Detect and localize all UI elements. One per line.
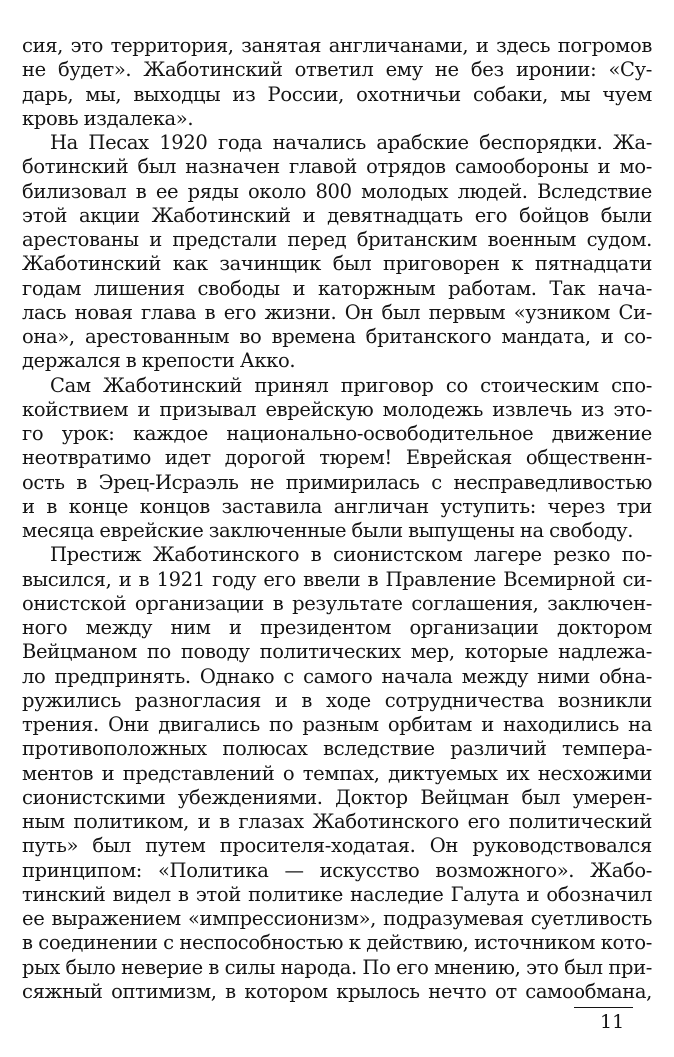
text-line: ружились разногласия и в ходе сотрудничества возникли bbox=[22, 688, 652, 712]
text-line: Престиж Жаботинского в сионистском лагере резко по- bbox=[50, 543, 652, 567]
text-line: тинский видел в этой политике наследие Галута и обозначил bbox=[22, 882, 652, 906]
text-line: ментов и представлений о темпах, диктуемых их несхожими bbox=[22, 761, 652, 785]
text-line: путь» был путем просителя-ходатая. Он руководствовался bbox=[22, 834, 652, 858]
text-line: высился, и в 1921 году его ввели в Правление Всемирной си- bbox=[22, 567, 652, 591]
text-line: в соединении с неспособностью к действию, источником кото- bbox=[22, 931, 652, 955]
paragraph bbox=[22, 131, 652, 374]
paragraph bbox=[22, 34, 652, 131]
text-line: сяжный оптимизм, в котором крылось нечто от самообмана, bbox=[22, 979, 652, 1003]
text-line: и в конце концов заставила англичан уступить: через три bbox=[22, 494, 652, 518]
text-line: этой акции Жаботинский и девятнадцать его бойцов были bbox=[22, 203, 652, 227]
text-line: ее выражением «импрессионизм», подразумевая суетливость bbox=[22, 907, 652, 930]
paragraph bbox=[22, 374, 652, 544]
text-line: месяца еврейские заключенные были выпущены на свободу. bbox=[22, 519, 634, 542]
text-line: ного между ним и президентом организации доктором bbox=[22, 616, 652, 639]
text-line: ость в Эрец-Исраэль не примирилась с несправедливостью bbox=[22, 470, 652, 494]
text-line: ботинский был назначен главой отрядов самообороны и мо- bbox=[22, 155, 652, 179]
footer-rule bbox=[574, 1007, 633, 1008]
text-line: кровь издалека». bbox=[22, 106, 194, 130]
text-line: Сам Жаботинский принял приговор со стоическим спо- bbox=[50, 373, 652, 397]
text-line: неотвратимо идет дорогой тюрем! Еврейская общественн- bbox=[22, 446, 652, 470]
text-line: держался в крепости Акко. bbox=[22, 349, 296, 373]
text-line: Вейцманом по поводу политических мер, которые надлежа- bbox=[22, 640, 652, 664]
text-line: онистской организации в результате соглашения, заключен- bbox=[22, 591, 652, 615]
text-line: не будет». Жаботинский ответил ему не без иронии: «Су- bbox=[22, 58, 652, 82]
text-line: арестованы и предстали перед британским военным судом. bbox=[22, 228, 652, 251]
text-line: ло предпринять. Однако с самого начала между ними обна- bbox=[22, 664, 652, 688]
text-line: койствием и призывал еврейскую молодежь извлечь из это- bbox=[22, 397, 652, 421]
text-line: годам лишения свободы и каторжным работам. Так нача- bbox=[22, 276, 652, 300]
text-line: сия, это территория, занятая англичанами, и здесь погромов bbox=[22, 34, 652, 57]
text-line: билизовал в ее ряды около 800 молодых людей. Вследствие bbox=[22, 179, 652, 203]
text-line: го урок: каждое национально-освободительное движение bbox=[22, 422, 652, 445]
text-line: она», арестованным во времена британского мандата, и со- bbox=[22, 325, 652, 348]
page-body bbox=[22, 34, 652, 1004]
text-line: принципом: «Политика — искусство возможного». Жабо- bbox=[22, 858, 652, 882]
paragraph bbox=[22, 543, 652, 1004]
text-line: лась новая глава в его жизни. Он был первым «узником Си- bbox=[22, 300, 652, 324]
text-line: На Песах 1920 года начались арабские беспорядки. Жа- bbox=[50, 131, 652, 154]
text-line: Жаботинский как зачинщик был приговорен к пятнадцати bbox=[22, 252, 652, 276]
text-line: трения. Они двигались по разным орбитам и находились на bbox=[22, 713, 652, 736]
text-line: рых было неверие в силы народа. По его мнению, это был при- bbox=[22, 955, 652, 979]
text-line: дарь, мы, выходцы из России, охотничьи собаки, мы чуем bbox=[22, 82, 652, 106]
text-line: ным политиком, и в глазах Жаботинского его политический bbox=[22, 810, 652, 833]
text-line: противоположных полюсах вследствие различий темпера- bbox=[22, 737, 652, 761]
page-number: 11 bbox=[600, 1011, 625, 1033]
text-line: сионистскими убеждениями. Доктор Вейцман был умерен- bbox=[22, 785, 652, 809]
